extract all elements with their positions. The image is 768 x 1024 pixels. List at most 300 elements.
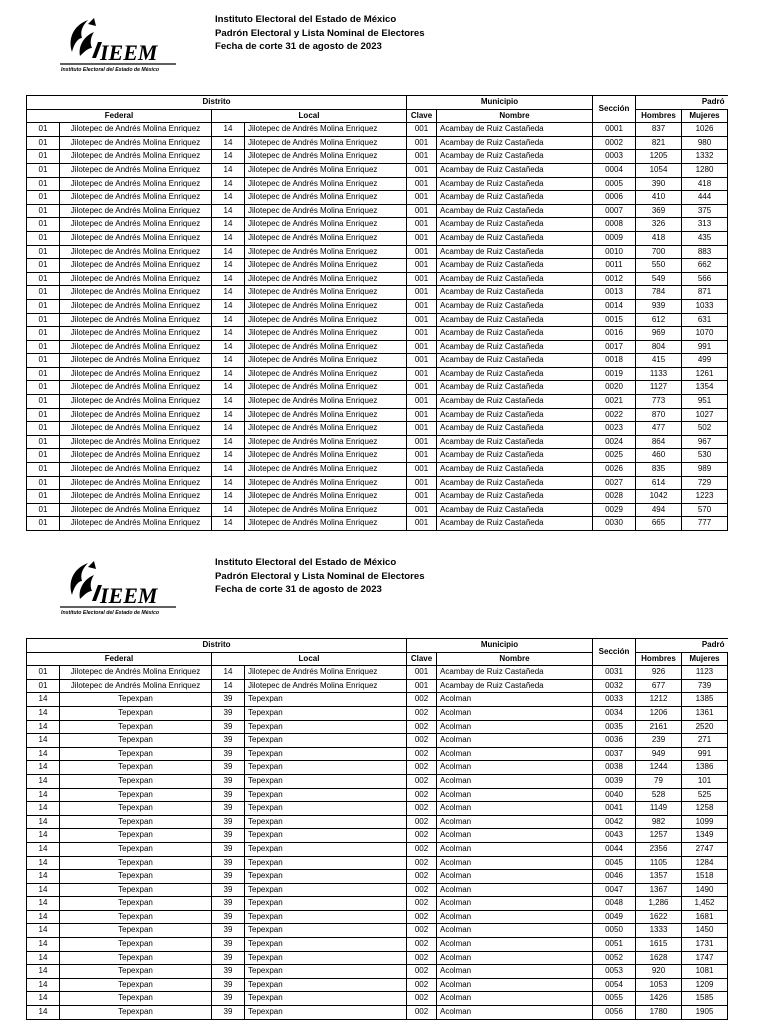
cell-local-id: 39 xyxy=(212,720,245,734)
cell-seccion: 0035 xyxy=(593,720,636,734)
table-row xyxy=(27,463,728,477)
cell-seccion: 0023 xyxy=(593,422,636,436)
cell-clave: 002 xyxy=(407,870,437,884)
cell-municipio-name: Acolman xyxy=(437,706,593,720)
table-row xyxy=(27,897,728,911)
cell-clave: 001 xyxy=(407,517,437,531)
cell-clave: 001 xyxy=(407,435,437,449)
cell-federal-id: 01 xyxy=(27,476,60,490)
cell-clave: 001 xyxy=(407,422,437,436)
cell-hombres: 920 xyxy=(636,965,682,979)
cell-hombres: 864 xyxy=(636,435,682,449)
cell-hombres: 614 xyxy=(636,476,682,490)
cell-federal-name: Jilotepec de Andrés Molina Enriquez xyxy=(60,218,212,232)
cell-clave: 002 xyxy=(407,815,437,829)
cell-seccion: 0016 xyxy=(593,327,636,341)
cell-federal-id: 01 xyxy=(27,286,60,300)
cell-hombres: 79 xyxy=(636,774,682,788)
cell-municipio-name: Acambay de Ruiz Castañeda xyxy=(437,177,593,191)
cell-seccion: 0008 xyxy=(593,218,636,232)
cell-clave: 002 xyxy=(407,938,437,952)
cell-municipio-name: Acambay de Ruiz Castañeda xyxy=(437,299,593,313)
table-row xyxy=(27,910,728,924)
cell-federal-id: 01 xyxy=(27,422,60,436)
cell-municipio-name: Acambay de Ruiz Castañeda xyxy=(437,136,593,150)
cell-clave: 002 xyxy=(407,829,437,843)
cell-mujeres: 1490 xyxy=(682,883,728,897)
cell-federal-name: Jilotepec de Andrés Molina Enriquez xyxy=(60,177,212,191)
cell-local-name: Jilotepec de Andrés Molina Enriquez xyxy=(245,163,407,177)
cell-hombres: 949 xyxy=(636,747,682,761)
cell-hombres: 939 xyxy=(636,299,682,313)
cell-mujeres: 991 xyxy=(682,747,728,761)
cell-federal-name: Tepexpan xyxy=(60,788,212,802)
header-distrito: Distrito xyxy=(27,639,407,653)
cell-local-name: Tepexpan xyxy=(245,734,407,748)
cell-local-name: Jilotepec de Andrés Molina Enriquez xyxy=(245,259,407,273)
header-municipio: Municipio xyxy=(407,639,593,653)
cell-federal-name: Jilotepec de Andrés Molina Enriquez xyxy=(60,517,212,531)
cell-federal-id: 14 xyxy=(27,788,60,802)
cell-federal-id: 01 xyxy=(27,218,60,232)
cell-federal-id: 14 xyxy=(27,897,60,911)
cell-mujeres: 1731 xyxy=(682,938,728,952)
cell-clave: 001 xyxy=(407,367,437,381)
cell-local-id: 14 xyxy=(212,679,245,693)
cell-local-name: Jilotepec de Andrés Molina Enriquez xyxy=(245,136,407,150)
cell-federal-name: Jilotepec de Andrés Molina Enriquez xyxy=(60,286,212,300)
cell-municipio-name: Acolman xyxy=(437,829,593,843)
cell-clave: 002 xyxy=(407,856,437,870)
cell-local-name: Jilotepec de Andrés Molina Enriquez xyxy=(245,435,407,449)
cell-local-name: Tepexpan xyxy=(245,938,407,952)
cell-mujeres: 1747 xyxy=(682,951,728,965)
header-nombre: Nombre xyxy=(437,109,593,123)
header-municipio: Municipio xyxy=(407,96,593,110)
cell-federal-id: 01 xyxy=(27,231,60,245)
cell-local-id: 39 xyxy=(212,856,245,870)
cell-hombres: 1257 xyxy=(636,829,682,843)
cell-municipio-name: Acolman xyxy=(437,883,593,897)
cell-clave: 002 xyxy=(407,802,437,816)
cell-federal-id: 14 xyxy=(27,978,60,992)
cell-clave: 001 xyxy=(407,463,437,477)
cell-local-name: Jilotepec de Andrés Molina Enriquez xyxy=(245,245,407,259)
cell-municipio-name: Acambay de Ruiz Castañeda xyxy=(437,163,593,177)
table-row xyxy=(27,992,728,1006)
cell-federal-name: Jilotepec de Andrés Molina Enriquez xyxy=(60,123,212,137)
cell-seccion: 0038 xyxy=(593,761,636,775)
cell-clave: 001 xyxy=(407,299,437,313)
cell-local-id: 39 xyxy=(212,802,245,816)
cell-hombres: 1426 xyxy=(636,992,682,1006)
cell-local-name: Jilotepec de Andrés Molina Enriquez xyxy=(245,503,407,517)
cell-municipio-name: Acambay de Ruiz Castañeda xyxy=(437,231,593,245)
cell-mujeres: 662 xyxy=(682,259,728,273)
data-table xyxy=(26,638,728,1020)
table-row xyxy=(27,408,728,422)
cell-federal-name: Jilotepec de Andrés Molina Enriquez xyxy=(60,463,212,477)
cell-federal-id: 14 xyxy=(27,802,60,816)
cell-clave: 001 xyxy=(407,150,437,164)
cell-federal-id: 01 xyxy=(27,150,60,164)
header-seccion: Sección xyxy=(593,639,636,666)
cell-clave: 001 xyxy=(407,476,437,490)
cell-local-id: 14 xyxy=(212,449,245,463)
table-row xyxy=(27,774,728,788)
header-hombres: Hombres xyxy=(636,652,682,666)
cell-hombres: 549 xyxy=(636,272,682,286)
cell-seccion: 0046 xyxy=(593,870,636,884)
cell-hombres: 1367 xyxy=(636,883,682,897)
cell-mujeres: 989 xyxy=(682,463,728,477)
cell-hombres: 821 xyxy=(636,136,682,150)
cell-local-name: Jilotepec de Andrés Molina Enriquez xyxy=(245,177,407,191)
cell-mujeres: 1261 xyxy=(682,367,728,381)
cell-municipio-name: Acambay de Ruiz Castañeda xyxy=(437,340,593,354)
cell-seccion: 0007 xyxy=(593,204,636,218)
cell-local-id: 14 xyxy=(212,136,245,150)
cell-municipio-name: Acolman xyxy=(437,924,593,938)
cell-hombres: 969 xyxy=(636,327,682,341)
cell-federal-name: Jilotepec de Andrés Molina Enriquez xyxy=(60,395,212,409)
cell-local-id: 14 xyxy=(212,340,245,354)
cell-clave: 001 xyxy=(407,191,437,205)
cell-local-name: Jilotepec de Andrés Molina Enriquez xyxy=(245,463,407,477)
cell-local-id: 14 xyxy=(212,313,245,327)
table-row xyxy=(27,354,728,368)
report-title: Padrón Electoral y Lista Nominal de Electores xyxy=(215,570,425,582)
header-nombre: Nombre xyxy=(437,652,593,666)
cell-mujeres: 1354 xyxy=(682,381,728,395)
table-row xyxy=(27,747,728,761)
cell-federal-id: 01 xyxy=(27,191,60,205)
cell-seccion: 0011 xyxy=(593,259,636,273)
cell-hombres: 1622 xyxy=(636,910,682,924)
cell-mujeres: 502 xyxy=(682,422,728,436)
cell-seccion: 0034 xyxy=(593,706,636,720)
table-row xyxy=(27,490,728,504)
cell-local-name: Jilotepec de Andrés Molina Enriquez xyxy=(245,231,407,245)
cell-federal-id: 01 xyxy=(27,327,60,341)
cell-local-id: 39 xyxy=(212,788,245,802)
cell-local-id: 39 xyxy=(212,693,245,707)
cell-mujeres: 375 xyxy=(682,204,728,218)
cell-federal-name: Jilotepec de Andrés Molina Enriquez xyxy=(60,354,212,368)
cell-local-name: Tepexpan xyxy=(245,720,407,734)
cell-hombres: 784 xyxy=(636,286,682,300)
cell-federal-name: Jilotepec de Andrés Molina Enriquez xyxy=(60,503,212,517)
cell-mujeres: 777 xyxy=(682,517,728,531)
cell-hombres: 1205 xyxy=(636,150,682,164)
cell-clave: 001 xyxy=(407,231,437,245)
cell-municipio-name: Acolman xyxy=(437,788,593,802)
cell-municipio-name: Acolman xyxy=(437,965,593,979)
cell-local-name: Tepexpan xyxy=(245,965,407,979)
table-row xyxy=(27,517,728,531)
cell-local-name: Jilotepec de Andrés Molina Enriquez xyxy=(245,422,407,436)
cell-mujeres: 1332 xyxy=(682,150,728,164)
cell-mujeres: 1518 xyxy=(682,870,728,884)
cell-local-name: Jilotepec de Andrés Molina Enriquez xyxy=(245,218,407,232)
cell-clave: 002 xyxy=(407,965,437,979)
cell-hombres: 1042 xyxy=(636,490,682,504)
table-row xyxy=(27,666,728,680)
table-row xyxy=(27,136,728,150)
cell-hombres: 415 xyxy=(636,354,682,368)
table-row xyxy=(27,231,728,245)
cell-municipio-name: Acambay de Ruiz Castañeda xyxy=(437,490,593,504)
cell-local-id: 14 xyxy=(212,381,245,395)
cell-seccion: 0056 xyxy=(593,1006,636,1020)
cell-mujeres: 1258 xyxy=(682,802,728,816)
cell-municipio-name: Acambay de Ruiz Castañeda xyxy=(437,259,593,273)
cell-municipio-name: Acambay de Ruiz Castañeda xyxy=(437,150,593,164)
cell-clave: 002 xyxy=(407,788,437,802)
cell-local-name: Tepexpan xyxy=(245,842,407,856)
cell-local-id: 14 xyxy=(212,395,245,409)
header-mujeres: Mujeres xyxy=(682,109,728,123)
cell-hombres: 1333 xyxy=(636,924,682,938)
cell-local-id: 39 xyxy=(212,938,245,952)
header-clave: Clave xyxy=(407,109,437,123)
cell-federal-id: 14 xyxy=(27,856,60,870)
cell-mujeres: 1385 xyxy=(682,693,728,707)
cell-federal-id: 14 xyxy=(27,924,60,938)
table-row xyxy=(27,842,728,856)
cell-federal-id: 01 xyxy=(27,204,60,218)
cell-local-name: Jilotepec de Andrés Molina Enriquez xyxy=(245,449,407,463)
header-clave: Clave xyxy=(407,652,437,666)
table-row xyxy=(27,734,728,748)
cell-mujeres: 1123 xyxy=(682,666,728,680)
header-padron: Padró xyxy=(636,96,728,110)
table-body xyxy=(27,666,728,1019)
cell-seccion: 0003 xyxy=(593,150,636,164)
cell-mujeres: 967 xyxy=(682,435,728,449)
cell-local-id: 39 xyxy=(212,706,245,720)
table-row xyxy=(27,381,728,395)
cell-hombres: 1127 xyxy=(636,381,682,395)
cell-federal-name: Tepexpan xyxy=(60,734,212,748)
cell-federal-name: Jilotepec de Andrés Molina Enriquez xyxy=(60,150,212,164)
cell-federal-id: 01 xyxy=(27,272,60,286)
cell-seccion: 0021 xyxy=(593,395,636,409)
cell-seccion: 0053 xyxy=(593,965,636,979)
cell-municipio-name: Acolman xyxy=(437,693,593,707)
cell-municipio-name: Acolman xyxy=(437,1006,593,1020)
report-title: Padrón Electoral y Lista Nominal de Electores xyxy=(215,27,425,39)
cell-clave: 001 xyxy=(407,204,437,218)
cell-federal-name: Tepexpan xyxy=(60,938,212,952)
cell-municipio-name: Acambay de Ruiz Castañeda xyxy=(437,367,593,381)
cell-local-id: 14 xyxy=(212,327,245,341)
cell-municipio-name: Acambay de Ruiz Castañeda xyxy=(437,245,593,259)
cell-local-name: Tepexpan xyxy=(245,978,407,992)
table-row xyxy=(27,191,728,205)
cell-local-name: Tepexpan xyxy=(245,1006,407,1020)
table-row xyxy=(27,327,728,341)
cell-local-name: Jilotepec de Andrés Molina Enriquez xyxy=(245,340,407,354)
cell-federal-id: 01 xyxy=(27,679,60,693)
header-local: Local xyxy=(212,109,407,123)
cell-mujeres: 1223 xyxy=(682,490,728,504)
cell-mujeres: 951 xyxy=(682,395,728,409)
cell-federal-name: Jilotepec de Andrés Molina Enriquez xyxy=(60,490,212,504)
cell-seccion: 0052 xyxy=(593,951,636,965)
cell-seccion: 0041 xyxy=(593,802,636,816)
cell-federal-id: 14 xyxy=(27,747,60,761)
cell-clave: 002 xyxy=(407,734,437,748)
cell-municipio-name: Acolman xyxy=(437,815,593,829)
cell-hombres: 1244 xyxy=(636,761,682,775)
table-row xyxy=(27,679,728,693)
cell-federal-id: 14 xyxy=(27,1006,60,1020)
cell-federal-id: 14 xyxy=(27,829,60,843)
cell-mujeres: 566 xyxy=(682,272,728,286)
cell-federal-name: Jilotepec de Andrés Molina Enriquez xyxy=(60,666,212,680)
header-federal: Federal xyxy=(27,109,212,123)
cell-hombres: 773 xyxy=(636,395,682,409)
cell-local-name: Jilotepec de Andrés Molina Enriquez xyxy=(245,204,407,218)
cell-federal-name: Tepexpan xyxy=(60,870,212,884)
cell-clave: 002 xyxy=(407,910,437,924)
header-hombres: Hombres xyxy=(636,109,682,123)
cell-federal-id: 01 xyxy=(27,163,60,177)
cell-federal-id: 01 xyxy=(27,503,60,517)
cell-federal-name: Jilotepec de Andrés Molina Enriquez xyxy=(60,327,212,341)
cell-clave: 001 xyxy=(407,666,437,680)
cell-clave: 001 xyxy=(407,313,437,327)
cell-federal-id: 14 xyxy=(27,870,60,884)
table-row xyxy=(27,259,728,273)
cell-seccion: 0010 xyxy=(593,245,636,259)
cell-municipio-name: Acolman xyxy=(437,747,593,761)
cell-seccion: 0025 xyxy=(593,449,636,463)
cell-municipio-name: Acolman xyxy=(437,870,593,884)
cell-clave: 002 xyxy=(407,761,437,775)
table-row xyxy=(27,299,728,313)
cell-municipio-name: Acolman xyxy=(437,978,593,992)
cell-mujeres: 1209 xyxy=(682,978,728,992)
cell-seccion: 0033 xyxy=(593,693,636,707)
cell-hombres: 2161 xyxy=(636,720,682,734)
cell-hombres: 1133 xyxy=(636,367,682,381)
header-distrito: Distrito xyxy=(27,96,407,110)
cell-federal-id: 14 xyxy=(27,910,60,924)
cell-clave: 001 xyxy=(407,259,437,273)
cell-mujeres: 729 xyxy=(682,476,728,490)
cell-local-name: Jilotepec de Andrés Molina Enriquez xyxy=(245,313,407,327)
cell-mujeres: 1450 xyxy=(682,924,728,938)
cell-federal-id: 14 xyxy=(27,951,60,965)
cell-federal-name: Tepexpan xyxy=(60,883,212,897)
cell-clave: 001 xyxy=(407,449,437,463)
cell-local-name: Jilotepec de Andrés Molina Enriquez xyxy=(245,327,407,341)
cell-clave: 001 xyxy=(407,245,437,259)
cell-hombres: 700 xyxy=(636,245,682,259)
cell-federal-id: 01 xyxy=(27,408,60,422)
cell-seccion: 0042 xyxy=(593,815,636,829)
cell-mujeres: 499 xyxy=(682,354,728,368)
cell-federal-name: Tepexpan xyxy=(60,761,212,775)
cell-local-name: Jilotepec de Andrés Molina Enriquez xyxy=(245,517,407,531)
cell-clave: 001 xyxy=(407,503,437,517)
table-row xyxy=(27,965,728,979)
cell-federal-name: Tepexpan xyxy=(60,1006,212,1020)
cell-seccion: 0050 xyxy=(593,924,636,938)
cell-local-id: 14 xyxy=(212,245,245,259)
cell-federal-name: Tepexpan xyxy=(60,978,212,992)
cell-mujeres: 1905 xyxy=(682,1006,728,1020)
cell-federal-name: Tepexpan xyxy=(60,951,212,965)
cell-hombres: 326 xyxy=(636,218,682,232)
cell-local-id: 39 xyxy=(212,897,245,911)
cell-local-id: 39 xyxy=(212,992,245,1006)
table-row xyxy=(27,367,728,381)
cell-municipio-name: Acambay de Ruiz Castañeda xyxy=(437,327,593,341)
cell-local-name: Tepexpan xyxy=(245,924,407,938)
cell-local-id: 39 xyxy=(212,1006,245,1020)
cell-municipio-name: Acambay de Ruiz Castañeda xyxy=(437,191,593,205)
cell-local-id: 39 xyxy=(212,774,245,788)
cell-seccion: 0005 xyxy=(593,177,636,191)
cell-hombres: 1149 xyxy=(636,802,682,816)
cell-federal-name: Tepexpan xyxy=(60,774,212,788)
cell-municipio-name: Acambay de Ruiz Castañeda xyxy=(437,435,593,449)
cell-mujeres: 530 xyxy=(682,449,728,463)
cell-local-id: 14 xyxy=(212,150,245,164)
cell-local-id: 14 xyxy=(212,408,245,422)
cell-clave: 001 xyxy=(407,177,437,191)
cell-seccion: 0051 xyxy=(593,938,636,952)
cell-mujeres: 101 xyxy=(682,774,728,788)
cell-federal-id: 01 xyxy=(27,136,60,150)
cell-local-name: Tepexpan xyxy=(245,774,407,788)
cell-local-id: 39 xyxy=(212,978,245,992)
table-row xyxy=(27,150,728,164)
cell-seccion: 0040 xyxy=(593,788,636,802)
cell-seccion: 0012 xyxy=(593,272,636,286)
cell-federal-id: 01 xyxy=(27,123,60,137)
cell-clave: 001 xyxy=(407,136,437,150)
cell-local-id: 14 xyxy=(212,463,245,477)
cell-federal-name: Tepexpan xyxy=(60,802,212,816)
cell-hombres: 665 xyxy=(636,517,682,531)
cell-seccion: 0019 xyxy=(593,367,636,381)
cell-federal-name: Jilotepec de Andrés Molina Enriquez xyxy=(60,204,212,218)
cell-local-name: Jilotepec de Andrés Molina Enriquez xyxy=(245,395,407,409)
cell-hombres: 1357 xyxy=(636,870,682,884)
cell-clave: 001 xyxy=(407,218,437,232)
cell-seccion: 0013 xyxy=(593,286,636,300)
svg-text:IEEM: IEEM xyxy=(100,40,158,65)
cell-local-id: 39 xyxy=(212,951,245,965)
cell-seccion: 0024 xyxy=(593,435,636,449)
cell-clave: 001 xyxy=(407,163,437,177)
cell-federal-id: 14 xyxy=(27,720,60,734)
cell-clave: 001 xyxy=(407,679,437,693)
cell-municipio-name: Acambay de Ruiz Castañeda xyxy=(437,218,593,232)
cell-federal-id: 01 xyxy=(27,463,60,477)
cell-federal-id: 01 xyxy=(27,381,60,395)
cell-clave: 001 xyxy=(407,340,437,354)
table-row xyxy=(27,978,728,992)
cell-local-name: Jilotepec de Andrés Molina Enriquez xyxy=(245,367,407,381)
table-row xyxy=(27,204,728,218)
cell-federal-name: Jilotepec de Andrés Molina Enriquez xyxy=(60,245,212,259)
cell-municipio-name: Acolman xyxy=(437,761,593,775)
